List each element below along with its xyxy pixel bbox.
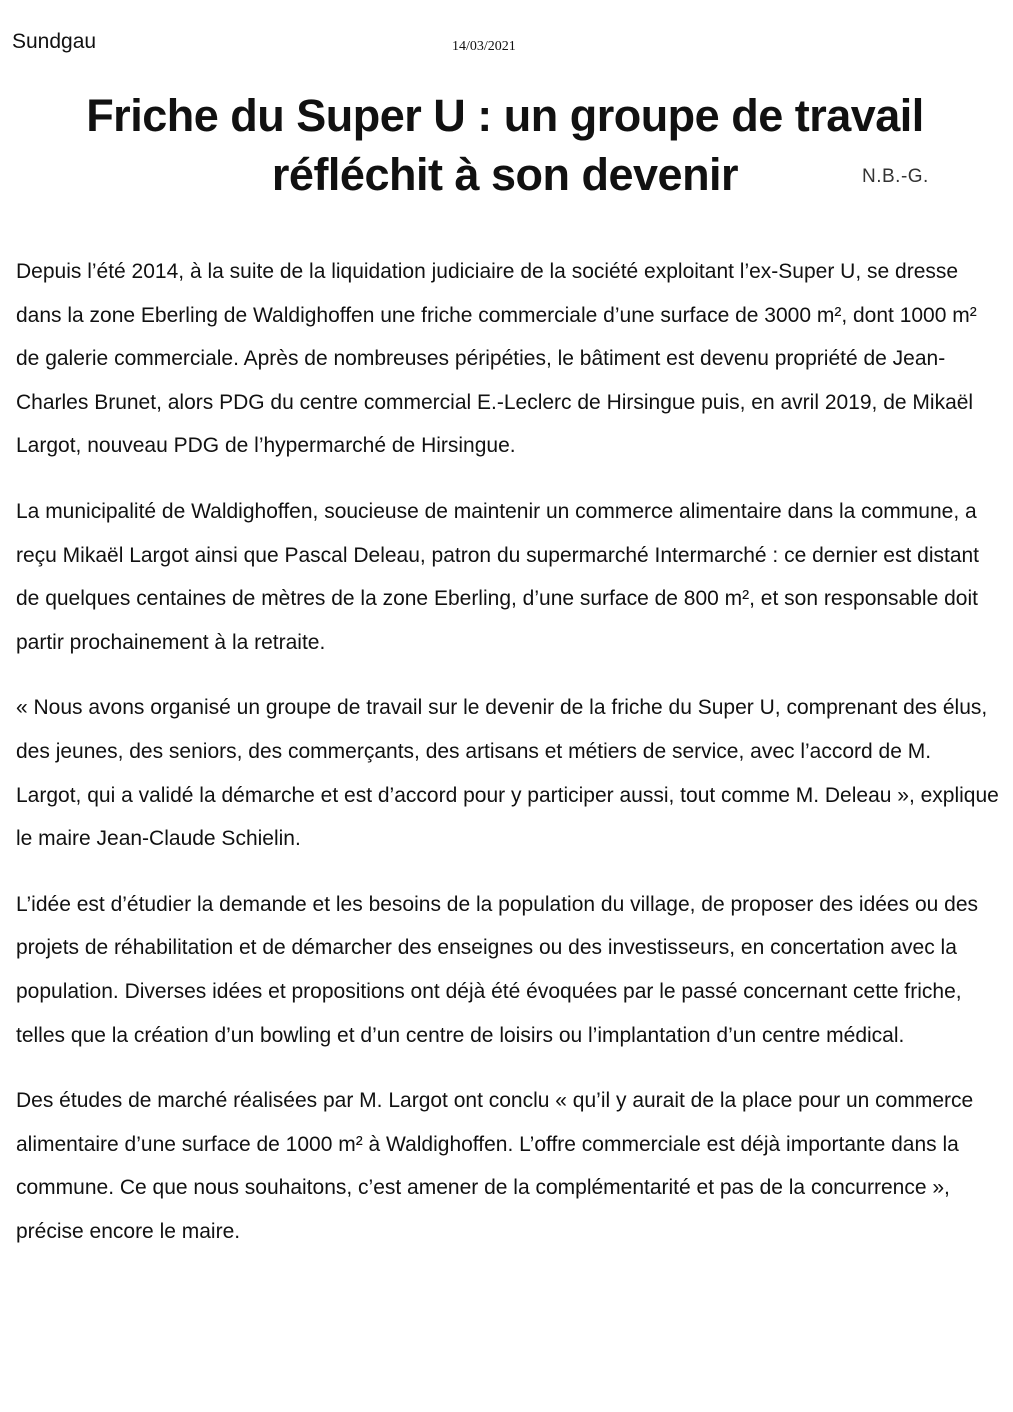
article-title-line-1: Friche du Super U : un groupe de travail	[86, 90, 924, 141]
article-paragraph-5: Des études de marché réalisées par M. Largot ont conclu « qu’il y aurait de la place pour un commerce alimentaire d’une surface de 1000 m² à Waldighoffen. L’offre commerciale est déjà importante dans la commune. Ce que nous souhaitons, c’est amener de la complémentarité et pas de la concurrence », précise encore le maire.	[16, 1089, 974, 1243]
article-paragraph-3: « Nous avons organisé un groupe de travail sur le devenir de la friche du Super U, comprenant des élus, des jeunes, des seniors, des commerçants, des artisans et métiers de service, avec l’accord de M. Largot, qui a validé la démarche et est d’accord pour y participer aussi, tout comme M. Deleau », explique le maire Jean-Claude Schielin.	[16, 696, 999, 851]
article-paragraph-1: Depuis l’été 2014, à la suite de la liquidation judiciaire de la société exploitant l’ex-Super U, se dresse dans la zone Eberling de Waldighoffen une friche commerciale d’une surface de 3000 m², dont 1000 m² de galerie commerciale. Après de nombreuses péripéties, le bâtiment est devenu propriété de Jean-Charles Brunet, alors PDG du centre commercial E.-Leclerc de Hirsingue puis, en avril 2019, de Mikaël Largot, nouveau PDG de l’hypermarché de Hirsingue.	[16, 260, 977, 458]
article-paragraph-2: La municipalité de Waldighoffen, soucieuse de maintenir un commerce alimentaire dans la commune, a reçu Mikaël Largot ainsi que Pascal Deleau, patron du supermarché Intermarché : ce dernier est distant de quelques centaines de mètres de la zone Eberling, d’une surface de 800 m², et son responsable doit partir prochainement à la retraite.	[16, 499, 980, 654]
article-title-line-2: réfléchit à son devenir	[271, 149, 739, 200]
article-title	[20, 86, 990, 204]
publication-date: 14/03/2021	[452, 39, 516, 54]
article-paragraph-4: L’idée est d’étudier la demande et les besoins de la population du village, de proposer des idées ou des projets de réhabilitation et de démarcher des enseignes ou des investisseurs, en concertation avec la population. Diverses idées et propositions ont déjà été évoquées par le passé concernant cette friche, telles que la création d’un bowling et d’un centre de loisirs ou l’implantation d’un centre médical.	[16, 892, 979, 1047]
author-byline: N.B.-G.	[862, 166, 929, 187]
article-body	[16, 250, 1001, 1275]
section-label: Sundgau	[12, 30, 97, 53]
